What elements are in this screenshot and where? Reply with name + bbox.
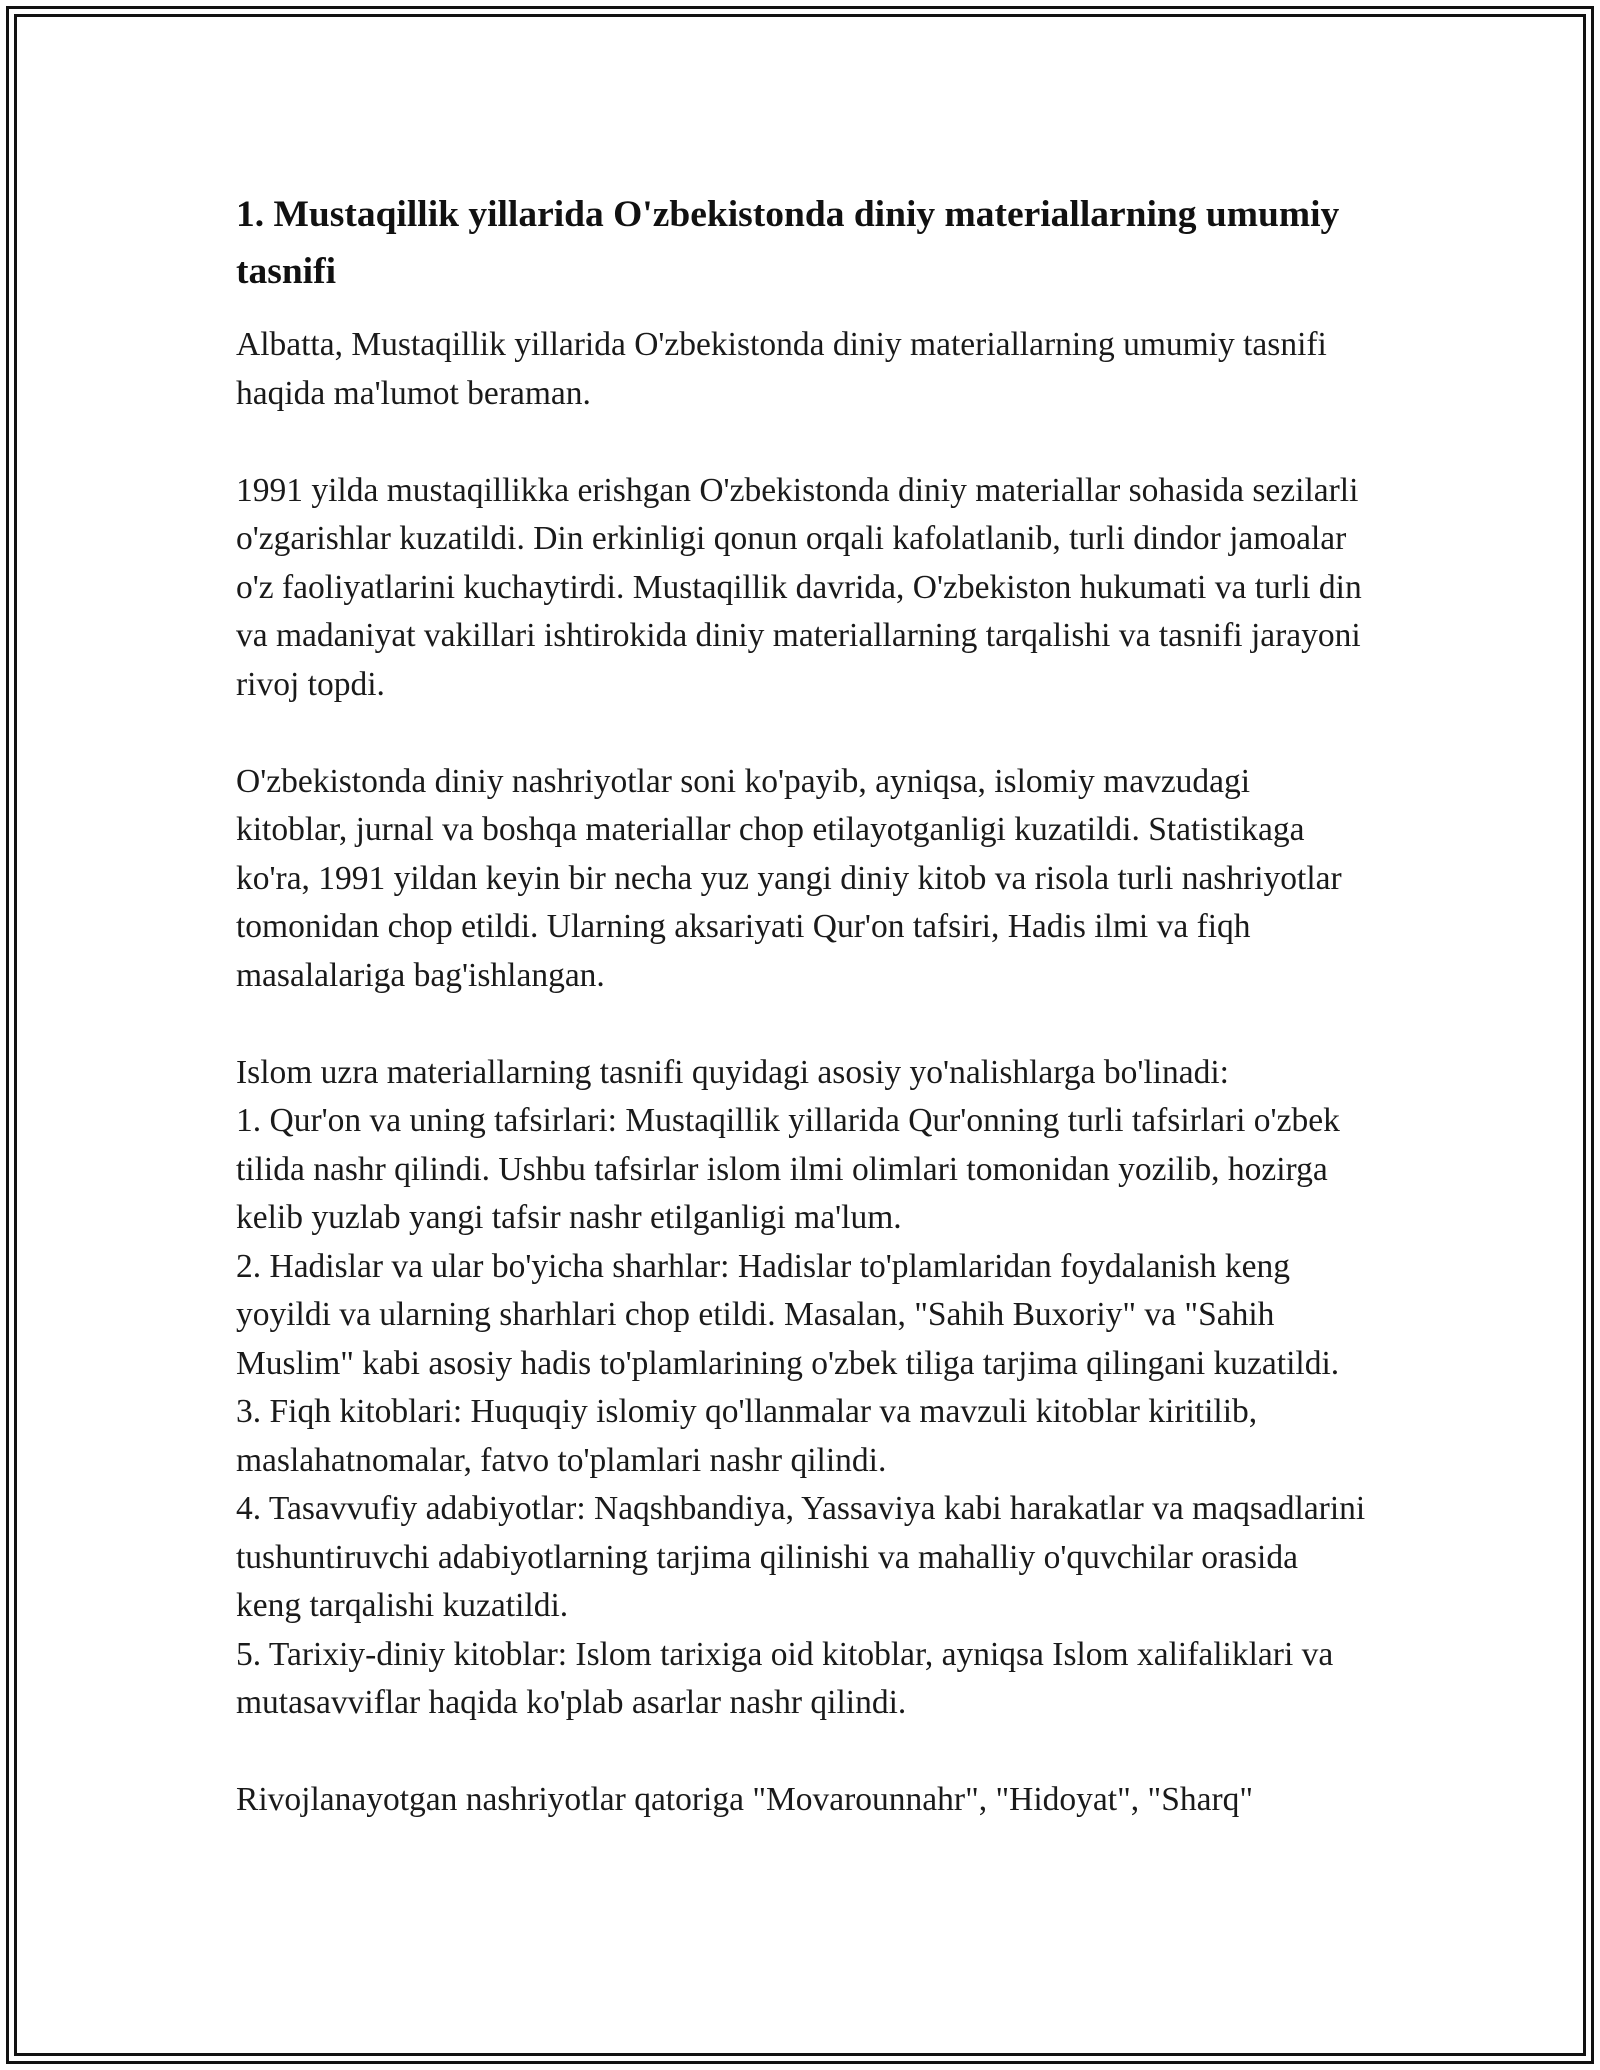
intro-paragraph: Albatta, Mustaqillik yillarida O'zbekistonda diniy materiallarning umumiy tasnifi haqida ma'lumot beraman. [236,326,1327,412]
classification-intro: Islom uzra materiallarning tasnifi quyidagi asosiy yo'nalishlarga bo'linadi: [236,1053,1229,1091]
document-body [236,186,1366,1825]
list-item-fiqh: 3. Fiqh kitoblari: Huquqiy islomiy qo'llanmalar va mavzuli kitoblar kiritilib, maslahatnomalar, fatvo to'plamlari nashr qilindi. [236,1393,1258,1479]
classification-list [236,1097,1366,1728]
document-title: 1. Mustaqillik yillarida O'zbekistonda diniy materiallarning umumiy tasnifi [236,194,1340,292]
list-item-history: 5. Tarixiy-diniy kitoblar: Islom tarixiga oid kitoblar, ayniqsa Islom xalifaliklari va mutasavviflar haqida ko'plab asarlar nashr qilindi. [236,1635,1334,1721]
classification-section [236,1049,1366,1728]
independence-paragraph: 1991 yilda mustaqillikka erishgan O'zbekistonda diniy materiallar sohasida sezilarli o'zgarishlar kuzatildi. Din erkinligi qonun orqali kafolatlanib, turli dindor jamoalar o'z faoliyatlarini kuchaytirdi. Mustaqillik davrida, O'zbekiston hukumati va turli din va madaniyat vakillari ishtirokida diniy materiallarning tarqalishi va tasnifi jarayoni rivoj topdi. [236,471,1362,703]
publishers-paragraph: O'zbekistonda diniy nashriyotlar soni ko'payib, ayniqsa, islomiy mavzudagi kitoblar, jurnal va boshqa materiallar chop etilayotganligi kuzatildi. Statistikaga ko'ra, 1991 yildan keyin bir necha yuz yangi diniy kitob va risola turli nashriyotlar tomonidan chop etildi. Ularning aksariyati Qur'on tafsiri, Hadis ilmi va fiqh masalalariga bag'ishlangan. [236,762,1342,994]
list-item-quran: 1. Qur'on va uning tafsirlari: Mustaqillik yillarida Qur'onning turli tafsirlari o'zbek tilida nashr qilindi. Ushbu tafsirlar islom ilmi olimlari tomonidan yozilib, hozirga kelib yuzlab yangi tafsir nashr etilganligi ma'lum. [236,1102,1340,1236]
list-item-tasavvuf: 4. Tasavvufiy adabiyotlar: Naqshbandiya, Yassaviya kabi harakatlar va maqsadlarini tushuntiruvchi adabiyotlarning tarjima qilinishi va mahalliy o'quvchilar orasida keng tarqalishi kuzatildi. [236,1490,1366,1624]
list-item-hadith: 2. Hadislar va ular bo'yicha sharhlar: Hadislar to'plamlaridan foydalanish keng yoyildi va ularning sharhlari chop etildi. Masalan, "Sahih Buxoriy" va "Sahih Muslim" kabi asosiy hadis to'plamlarining o'zbek tiliga tarjima qilingani kuzatildi. [236,1247,1340,1382]
closing-paragraph: Rivojlanayotgan nashriyotlar qatoriga "Movarounnahr", "Hidoyat", "Sharq" [236,1781,1254,1818]
